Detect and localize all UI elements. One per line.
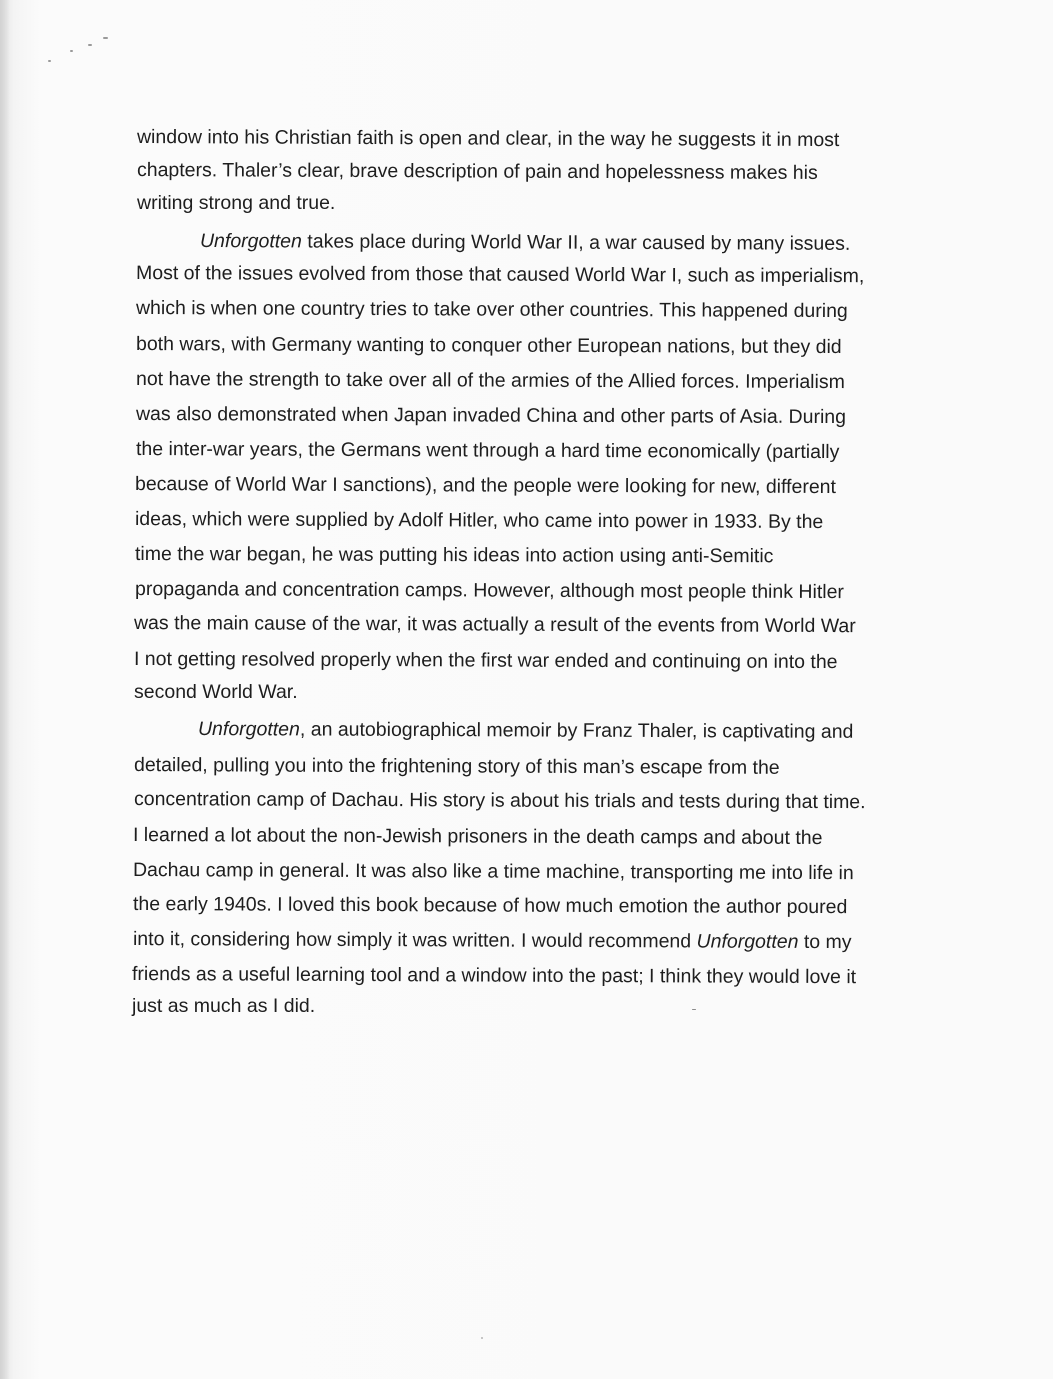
book-title: Unforgotten xyxy=(197,718,300,741)
essay-line: window into his Christian faith is open and clear, in the way he suggests it in most xyxy=(136,126,840,152)
essay-line: second World War. xyxy=(134,681,298,703)
essay-line: concentration camp of Dachau. His story is about his trials and tests during that time. xyxy=(133,788,866,814)
essay-line: Dachau camp in general. It was also like a time machine, transporting me into life in xyxy=(132,859,854,885)
scan-mark xyxy=(103,37,108,39)
essay-line: friends as a useful learning tool and a window into the past; I think they would love it xyxy=(131,963,857,989)
essay-line: I learned a lot about the non-Jewish prisoners in the death camps and about the xyxy=(132,824,823,850)
essay-line: time the war began, he was putting his ideas into action using anti-Semitic xyxy=(134,543,774,568)
essay-line-text: into it, considering how simply it was written. I would recommend xyxy=(132,928,692,953)
essay-line: both wars, with Germany wanting to conquer other European nations, but they did xyxy=(135,333,842,359)
book-title: Unforgotten xyxy=(696,930,799,953)
essay-line: ideas, which were supplied by Adolf Hitler, who came into power in 1933. By the xyxy=(134,508,824,534)
essay-line: I not getting resolved properly when the first war ended and continuing on into the xyxy=(133,648,838,674)
essay-line: the early 1940s. I loved this book because of how much emotion the author poured xyxy=(132,893,848,919)
essay-line xyxy=(198,720,854,742)
essay-line: which is when one country tries to take over other countries. This happened during xyxy=(135,297,848,323)
essay-line xyxy=(200,232,850,254)
essay-line: chapters. Thaler’s clear, brave description of pain and hopelessness makes his xyxy=(136,159,818,184)
essay-line-text: takes place during World War II, a war caused by many issues. xyxy=(307,230,851,255)
essay-line: was also demonstrated when Japan invaded China and other parts of Asia. During xyxy=(135,403,847,429)
essay-line: writing strong and true. xyxy=(137,192,336,214)
scan-speck xyxy=(692,1009,696,1010)
essay-line: propaganda and concentration camps. However, although most people think Hitler xyxy=(134,578,844,604)
essay-line xyxy=(133,930,852,953)
essay-line: just as much as I did. xyxy=(132,995,316,1017)
scan-speck xyxy=(481,1337,483,1339)
essay-line: the inter-war years, the Germans went through a hard time economically (partially xyxy=(135,438,840,464)
book-title: Unforgotten xyxy=(199,230,302,253)
scan-mark xyxy=(48,60,51,62)
essay-line-text: to my xyxy=(803,930,852,954)
scan-shadow-edge xyxy=(0,0,10,1379)
essay-line: detailed, pulling you into the frightening story of this man’s escape from the xyxy=(133,754,780,779)
essay-line-text: , an autobiographical memoir by Franz Thaler, is captivating and xyxy=(299,718,854,743)
essay-line: because of World War I sanctions), and the people were looking for new, different xyxy=(134,473,836,499)
scan-mark xyxy=(88,44,92,46)
essay-line: not have the strength to take over all of the armies of the Allied forces. Imperialism xyxy=(135,368,845,394)
essay-line: Most of the issues evolved from those that caused World War I, such as imperialism, xyxy=(135,262,865,288)
essay-line: was the main cause of the war, it was actually a result of the events from World War xyxy=(133,612,856,638)
scan-mark xyxy=(70,50,73,52)
